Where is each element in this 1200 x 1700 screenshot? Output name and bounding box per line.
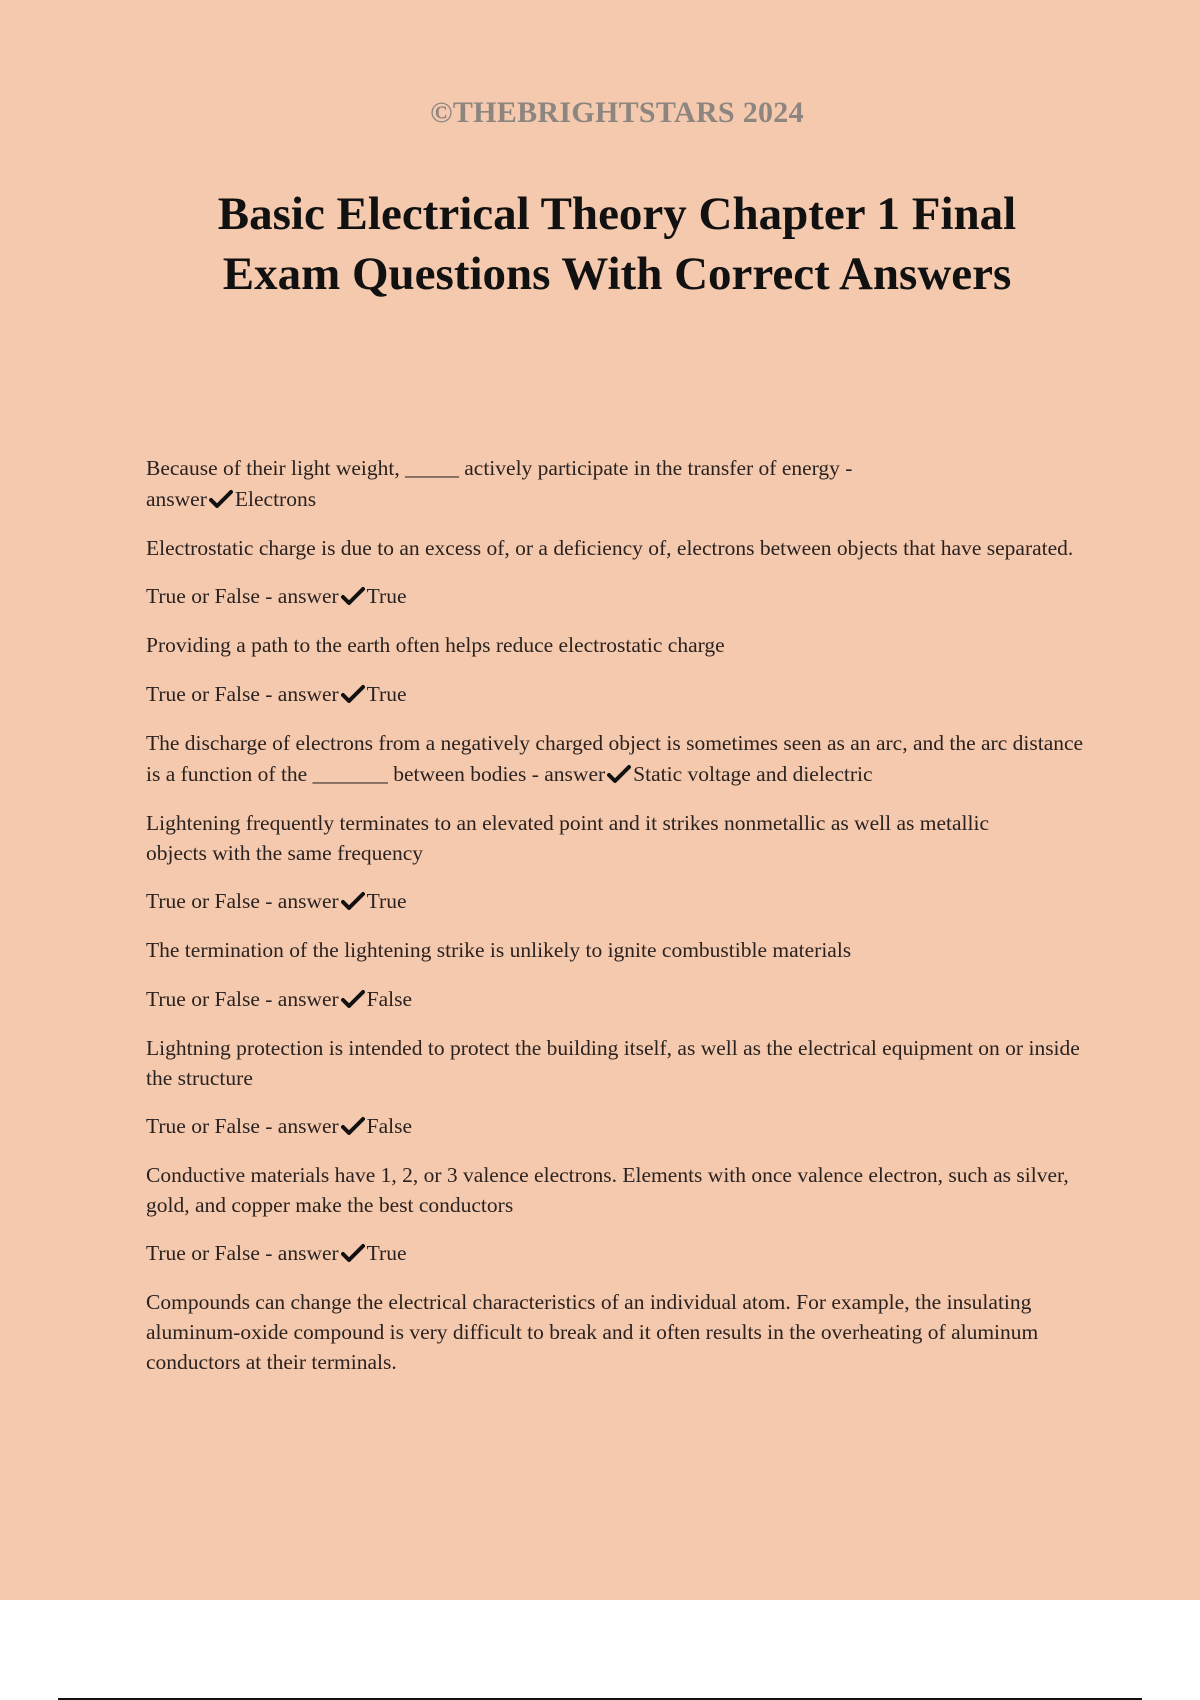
question-list: [146, 453, 1096, 1395]
answer-text: Electrons: [234, 487, 317, 511]
question-text: Electrostatic charge is due to an excess of, or a deficiency of, electrons between objects that have separated.: [146, 536, 1074, 560]
question-text: True or False - answer: [146, 889, 339, 913]
checkmark-icon: [341, 891, 365, 911]
question-text: Lightning protection is intended to protect the building itself, as well as the electrical equipment on or inside the structure: [146, 1036, 1080, 1090]
question-answer-line: [146, 1111, 1096, 1142]
question-text: The discharge of electrons from a negatively charged object is sometimes seen as an arc, and the arc distance is a function of the _______ between bodies - answer: [146, 731, 1084, 786]
copyright-watermark: ©THEBRIGHTSTARS 2024: [430, 96, 804, 129]
question-answer-line: [146, 1238, 1096, 1269]
answer-text: False: [366, 1114, 413, 1138]
title-line-2: Exam Questions With Correct Answers: [222, 248, 1012, 300]
question-text: True or False - answer: [146, 987, 339, 1011]
question-text: Lightening frequently terminates to an elevated point and it strikes nonmetallic as well as metallic objects with the same frequency: [146, 811, 990, 865]
question-text: True or False - answer: [146, 1241, 339, 1265]
question-text: True or False - answer: [146, 584, 339, 608]
question-text: Because of their light weight, _____ actively participate in the transfer of energy - answer: [146, 456, 853, 511]
question-answer-line: [146, 453, 906, 515]
title-line-1: Basic Electrical Theory Chapter 1 Final: [217, 188, 1017, 240]
answer-text: True: [366, 1241, 407, 1265]
checkmark-icon: [341, 1116, 365, 1136]
answer-text: True: [366, 682, 407, 706]
answer-text: False: [366, 987, 413, 1011]
question-text: Conductive materials have 1, 2, or 3 valence electrons. Elements with once valence electron, such as silver, gold, and copper make the best conductors: [146, 1163, 1069, 1217]
answer-text: Static voltage and dielectric: [633, 762, 873, 786]
checkmark-icon: [341, 989, 365, 1009]
question-text: True or False - answer: [146, 1114, 339, 1138]
page-title: [0, 184, 1200, 304]
question-text: Providing a path to the earth often helps reduce electrostatic charge: [146, 633, 725, 657]
question-answer-line: [146, 984, 1096, 1015]
checkmark-icon: [341, 684, 365, 704]
question-answer-line: [146, 679, 1096, 710]
question-text: True or False - answer: [146, 682, 339, 706]
question-text: The termination of the lightening strike is unlikely to ignite combustible materials: [146, 938, 852, 962]
answer-text: True: [366, 584, 407, 608]
question-answer-line: [146, 728, 1096, 790]
checkmark-icon: [341, 586, 365, 606]
checkmark-icon: [209, 489, 233, 509]
answer-text: True: [366, 889, 407, 913]
question-answer-line: [146, 581, 1096, 612]
question-answer-line: [146, 886, 1096, 917]
question-text: Compounds can change the electrical characteristics of an individual atom. For example, the insulating aluminum-oxide compound is very difficult to break and it often results in the overheating of aluminum conductors at their terminals.: [146, 1290, 1039, 1374]
checkmark-icon: [607, 764, 631, 784]
checkmark-icon: [341, 1243, 365, 1263]
